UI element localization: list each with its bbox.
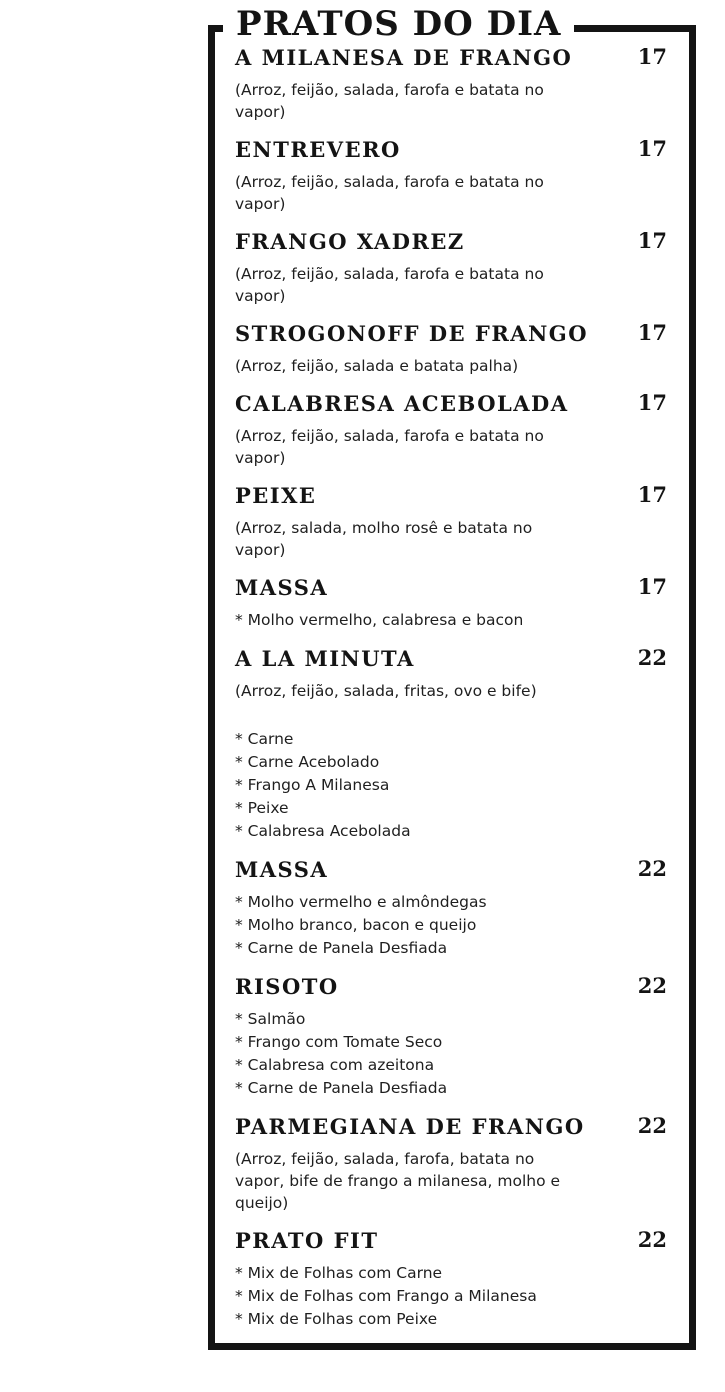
item-description: (Arroz, salada, molho rosê e batata no vapor) xyxy=(235,519,533,559)
menu-item-header xyxy=(235,575,667,601)
item-name: MASSA xyxy=(235,857,329,882)
menu-item xyxy=(235,229,667,307)
option-line: * Molho vermelho, calabresa e bacon xyxy=(235,611,524,629)
menu-item xyxy=(235,1228,667,1331)
option-line: * Peixe xyxy=(235,799,289,817)
menu-item xyxy=(235,483,667,561)
item-name: RISOTO xyxy=(235,974,339,999)
option-line: * Molho vermelho e almôndegas xyxy=(235,893,487,911)
item-name: A MILANESA DE FRANGO xyxy=(235,45,573,70)
option-line: * Mix de Folhas com Peixe xyxy=(235,1310,438,1328)
option-line: * Carne xyxy=(235,730,294,748)
menu-item xyxy=(235,137,667,215)
option-line: * Calabresa Acebolada xyxy=(235,822,411,840)
menu-item xyxy=(235,391,667,469)
item-price: 17 xyxy=(637,228,667,253)
option-line: * Carne de Panela Desfiada xyxy=(235,1079,448,1097)
item-name: STROGONOFF DE FRANGO xyxy=(235,321,588,346)
menu-item xyxy=(235,45,667,123)
item-options xyxy=(235,1008,635,1100)
item-price: 17 xyxy=(637,320,667,345)
menu-item-header xyxy=(235,1228,667,1254)
option-line: * Salmão xyxy=(235,1010,306,1028)
option-line: * Mix de Folhas com Carne xyxy=(235,1264,443,1282)
menu-item-header xyxy=(235,321,667,347)
item-name: MASSA xyxy=(235,575,329,600)
option-line: * Molho branco, bacon e queijo xyxy=(235,916,477,934)
menu-item-header xyxy=(235,857,667,883)
item-description: (Arroz, feijão, salada, farofa e batata no vapor) xyxy=(235,265,544,305)
item-name: PARMEGIANA DE FRANGO xyxy=(235,1114,585,1139)
menu-item-header xyxy=(235,974,667,1000)
item-description: (Arroz, feijão, salada, farofa e batata no vapor) xyxy=(235,173,544,213)
option-line: * Frango com Tomate Seco xyxy=(235,1033,443,1051)
item-options xyxy=(235,609,635,632)
menu-item-header xyxy=(235,646,667,672)
item-name: FRANGO XADREZ xyxy=(235,229,465,254)
menu-item xyxy=(235,1114,667,1214)
item-options xyxy=(235,1262,635,1331)
menu-item xyxy=(235,646,667,843)
menu-frame xyxy=(208,4,696,1350)
item-price: 22 xyxy=(637,1227,667,1252)
menu-item-header xyxy=(235,483,667,509)
menu-item-header xyxy=(235,229,667,255)
menu-item-header xyxy=(235,45,667,71)
menu-item xyxy=(235,321,667,377)
item-name: ENTREVERO xyxy=(235,137,401,162)
item-description: (Arroz, feijão, salada, farofa e batata no vapor) xyxy=(235,427,544,467)
menu-item-header xyxy=(235,137,667,163)
item-price: 22 xyxy=(637,1113,667,1138)
item-price: 17 xyxy=(637,390,667,415)
item-name: PEIXE xyxy=(235,483,317,508)
item-price: 17 xyxy=(637,574,667,599)
item-options xyxy=(235,891,635,960)
item-price: 17 xyxy=(637,44,667,69)
menu-item xyxy=(235,974,667,1100)
menu-items xyxy=(235,45,667,1331)
option-line: * Frango A Milanesa xyxy=(235,776,390,794)
item-description: (Arroz, feijão, salada, fritas, ovo e bife) xyxy=(235,682,537,700)
item-name: A LA MINUTA xyxy=(235,646,415,671)
menu-item-header xyxy=(235,391,667,417)
item-description: (Arroz, feijão, salada e batata palha) xyxy=(235,357,519,375)
item-price: 17 xyxy=(637,482,667,507)
item-price: 22 xyxy=(637,973,667,998)
option-line: * Carne de Panela Desfiada xyxy=(235,939,448,957)
menu-item xyxy=(235,575,667,632)
item-price: 22 xyxy=(637,645,667,670)
item-price: 22 xyxy=(637,856,667,881)
item-name: CALABRESA ACEBOLADA xyxy=(235,391,569,416)
menu-item-header xyxy=(235,1114,667,1140)
menu-title: PRATOS DO DIA xyxy=(223,3,574,45)
menu-item xyxy=(235,857,667,960)
item-options xyxy=(235,728,635,843)
option-line: * Mix de Folhas com Frango a Milanesa xyxy=(235,1287,537,1305)
item-name: PRATO FIT xyxy=(235,1228,379,1253)
option-line: * Carne Acebolado xyxy=(235,753,380,771)
option-line: * Calabresa com azeitona xyxy=(235,1056,435,1074)
item-description: (Arroz, feijão, salada, farofa, batata no vapor, bife de frango a milanesa, molho e queijo) xyxy=(235,1150,561,1212)
item-description: (Arroz, feijão, salada, farofa e batata no vapor) xyxy=(235,81,544,121)
item-price: 17 xyxy=(637,136,667,161)
